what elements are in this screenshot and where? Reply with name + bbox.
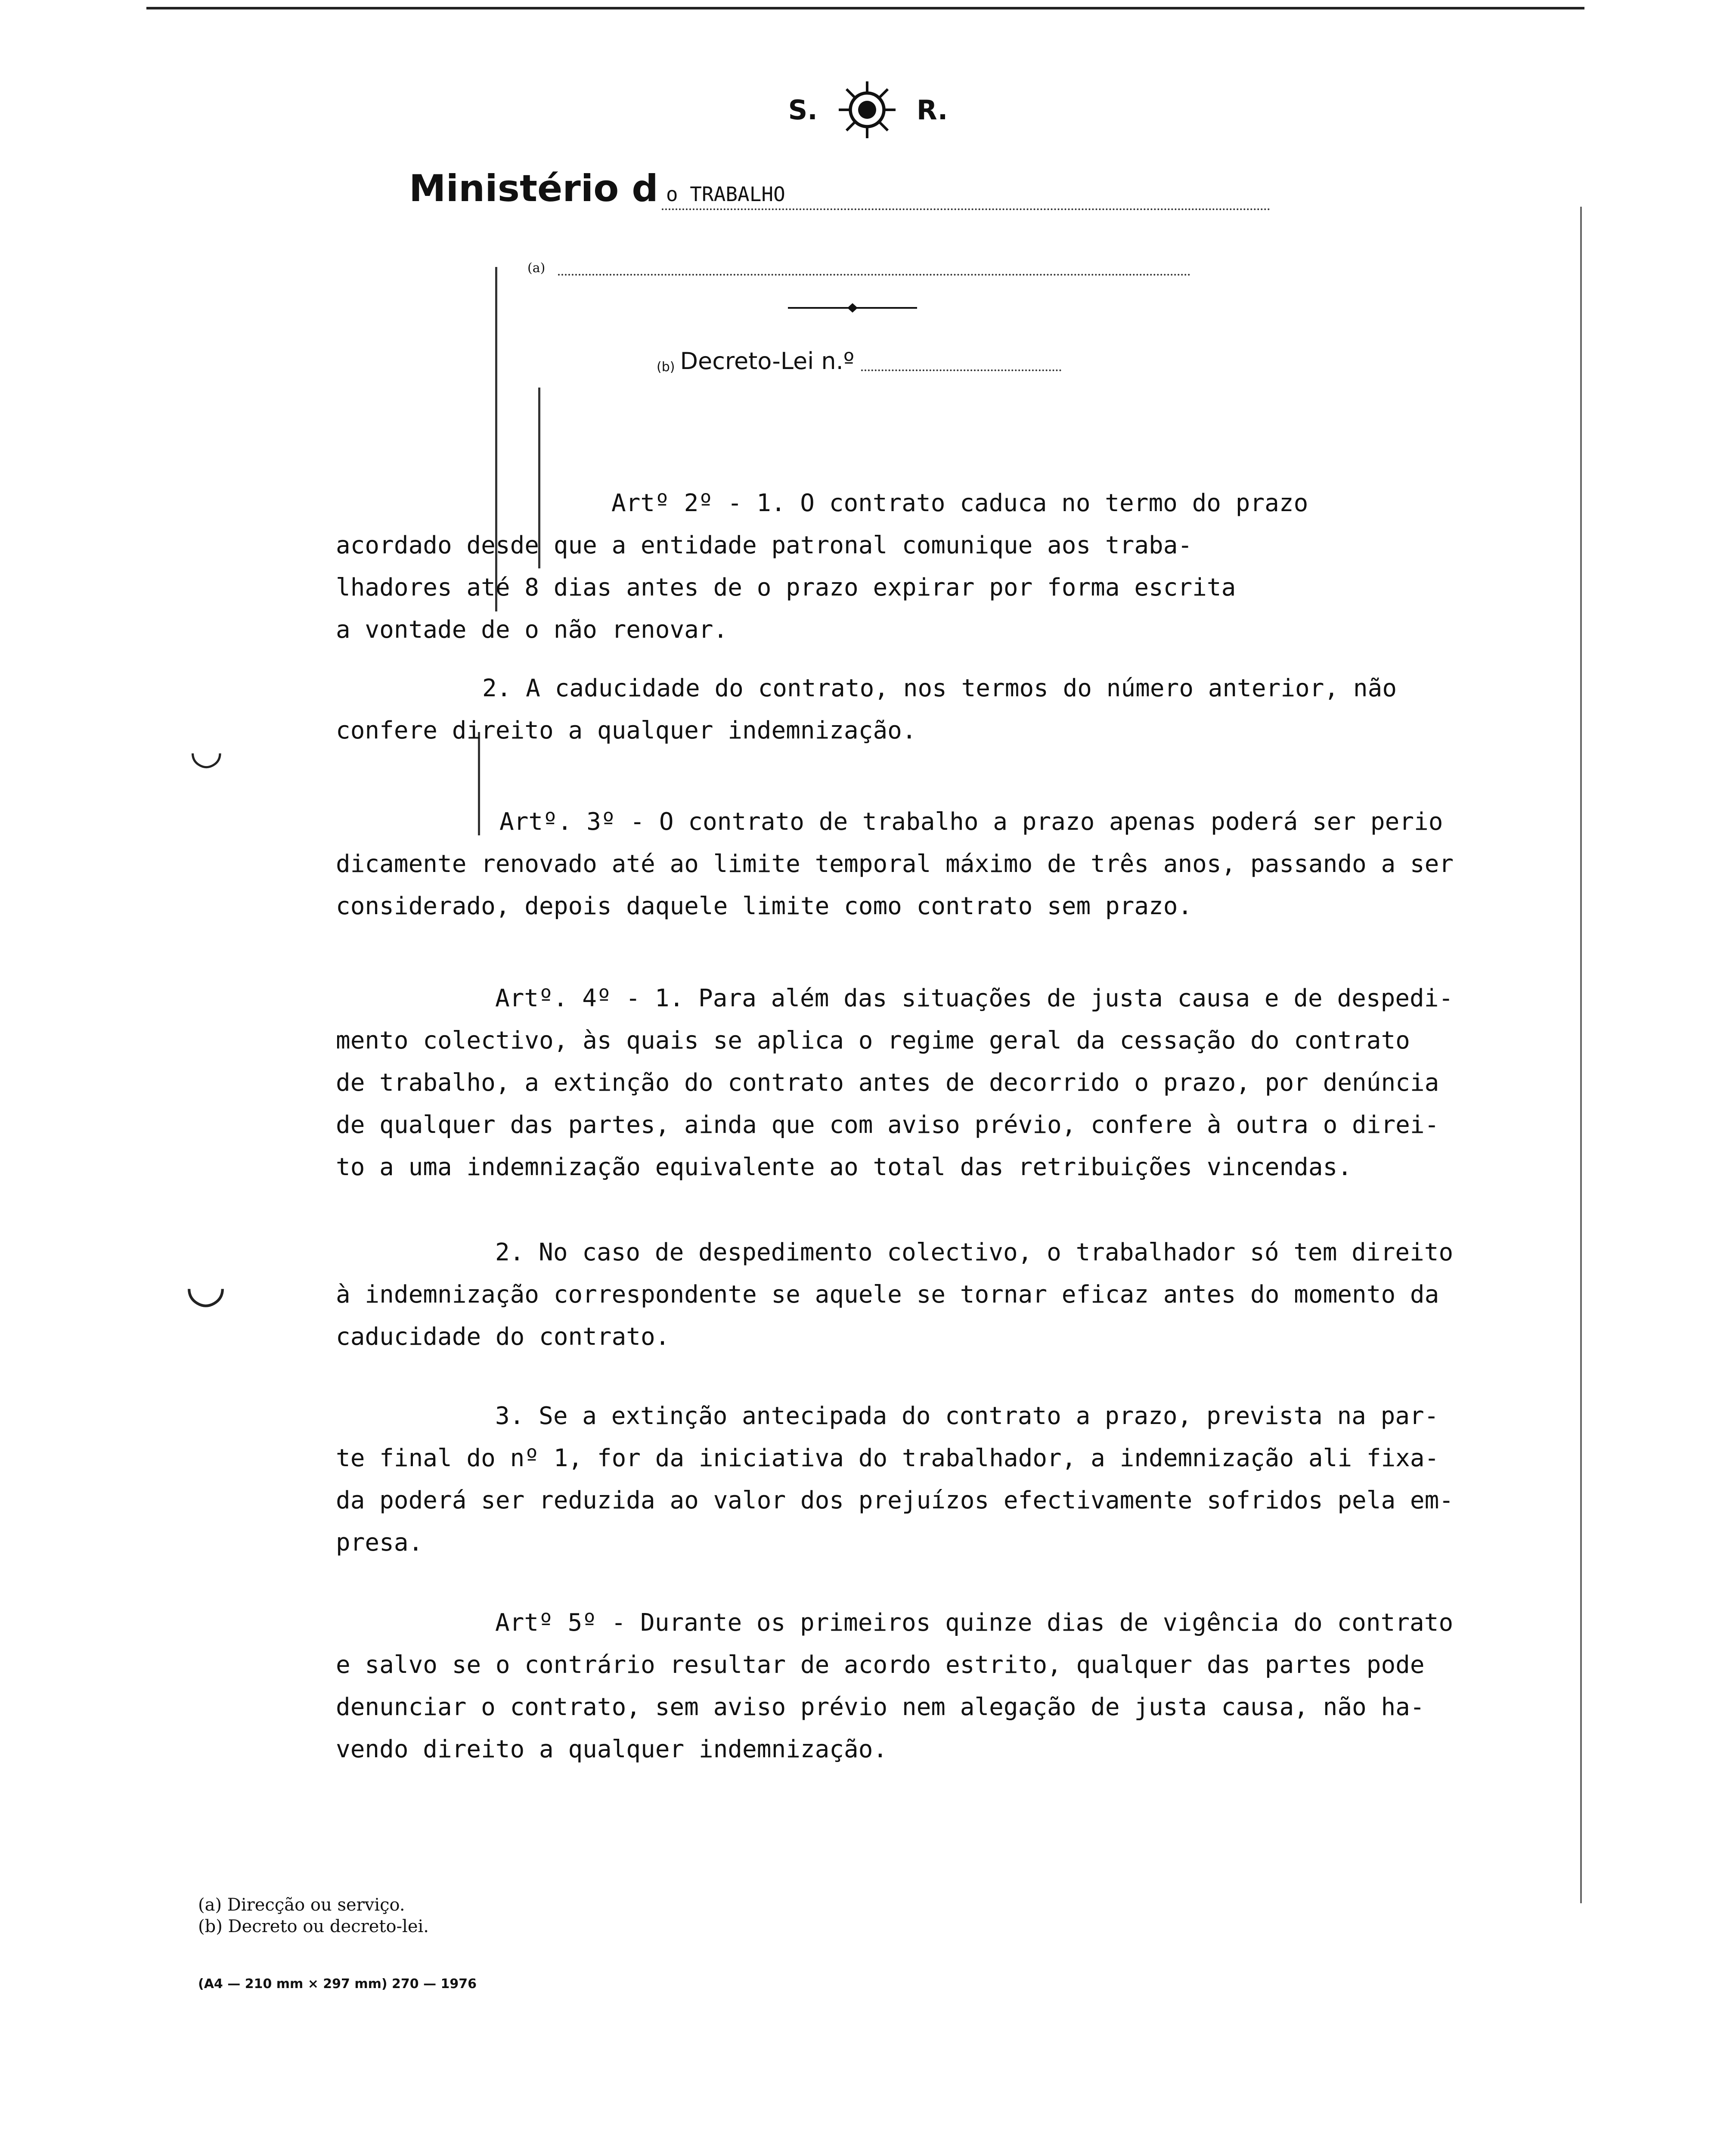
margin-mark: ◡ (189, 728, 223, 773)
ministry-name: o TRABALHO (662, 183, 1270, 210)
text-line: acordado desde que a entidade patronal comunique aos traba- (336, 531, 1193, 559)
decree-line (657, 344, 1061, 375)
right-margin-line (1580, 207, 1582, 1903)
footnote-b: (b) Decreto ou decreto-lei. (198, 1917, 429, 1936)
field-a-label: (a) (527, 261, 546, 276)
article-3 (336, 801, 1559, 928)
text-line: 2. No caso de despedimento colectivo, o trabalhador só tem direito (495, 1238, 1454, 1266)
text-line: da poderá ser reduzida ao valor dos prejuízos efectivamente sofridos pela em- (336, 1486, 1454, 1514)
article-2-paragraph-2 (336, 667, 1559, 752)
article-2-paragraph-1 (336, 482, 1559, 651)
text-line: Artº. 4º - 1. Para além das situações de justa causa e de despedi- (495, 984, 1454, 1012)
text-line: Artº 2º - 1. O contrato caduca no termo do prazo (611, 489, 1308, 517)
article-4-paragraph-2 (336, 1232, 1559, 1358)
decree-label: (b) (657, 360, 675, 375)
seal-letter-left: S. (788, 94, 818, 126)
text-line: de trabalho, a extinção do contrato antes de decorrido o prazo, por denúncia (336, 1069, 1439, 1097)
text-line: à indemnização correspondente se aquele se tornar eficaz antes do momento da (336, 1281, 1439, 1309)
text-line: dicamente renovado até ao limite temporal máximo de três anos, passando a ser (336, 850, 1454, 878)
article-4-paragraph-3 (336, 1395, 1559, 1564)
coat-of-arms-icon (835, 78, 899, 142)
text-line: denunciar o contrato, sem aviso prévio nem alegação de justa causa, não ha- (336, 1693, 1425, 1721)
text-line: mento colectivo, às quais se aplica o regime geral da cessação do contrato (336, 1027, 1410, 1055)
decree-text: Decreto-Lei n.º (680, 347, 855, 375)
decree-dotted-line (861, 369, 1061, 371)
article-4-paragraph-1 (336, 977, 1559, 1188)
margin-mark: ◡ (185, 1257, 226, 1312)
text-line: te final do nº 1, for da iniciativa do trabalhador, a indemnização ali fixa- (336, 1444, 1439, 1472)
field-a (527, 250, 1190, 276)
text-line: considerado, depois daquele limite como contrato sem prazo. (336, 892, 1193, 920)
text-line: to a uma indemnização equivalente ao total das retribuições vincendas. (336, 1153, 1352, 1181)
text-line: a vontade de o não renovar. (336, 616, 728, 644)
form-format-note: (A4 — 210 mm × 297 mm) 270 — 1976 (198, 1976, 477, 1992)
ministry-heading (409, 163, 1270, 210)
text-line: Artº. 3º - O contrato de trabalho a prazo apenas poderá ser perio (499, 808, 1443, 836)
ministry-prefix: Ministério d (409, 167, 658, 210)
text-line: caducidade do contrato. (336, 1323, 670, 1351)
text-line: 2. A caducidade do contrato, nos termos do número anterior, não (482, 674, 1397, 702)
ornament-divider-icon (788, 301, 917, 314)
top-border-line (146, 7, 1584, 9)
field-a-dotted-line (558, 274, 1190, 276)
header-seal-row (0, 75, 1736, 144)
text-line: Artº 5º - Durante os primeiros quinze dias de vigência do contrato (495, 1609, 1454, 1637)
text-line: 3. Se a extinção antecipada do contrato a prazo, prevista na par- (495, 1402, 1439, 1430)
text-line: confere direito a qualquer indemnização. (336, 717, 917, 745)
text-line: vendo direito a qualquer indemnização. (336, 1735, 888, 1763)
text-line: presa. (336, 1529, 423, 1557)
seal-letter-right: R. (916, 94, 948, 126)
article-5 (336, 1602, 1559, 1771)
text-line: de qualquer das partes, ainda que com aviso prévio, confere à outra o direi- (336, 1111, 1439, 1139)
footnote-a: (a) Direcção ou serviço. (198, 1895, 405, 1915)
text-line: lhadores até 8 dias antes de o prazo expirar por forma escrita (336, 574, 1236, 602)
text-line: e salvo se o contrário resultar de acordo estrito, qualquer das partes pode (336, 1651, 1425, 1679)
